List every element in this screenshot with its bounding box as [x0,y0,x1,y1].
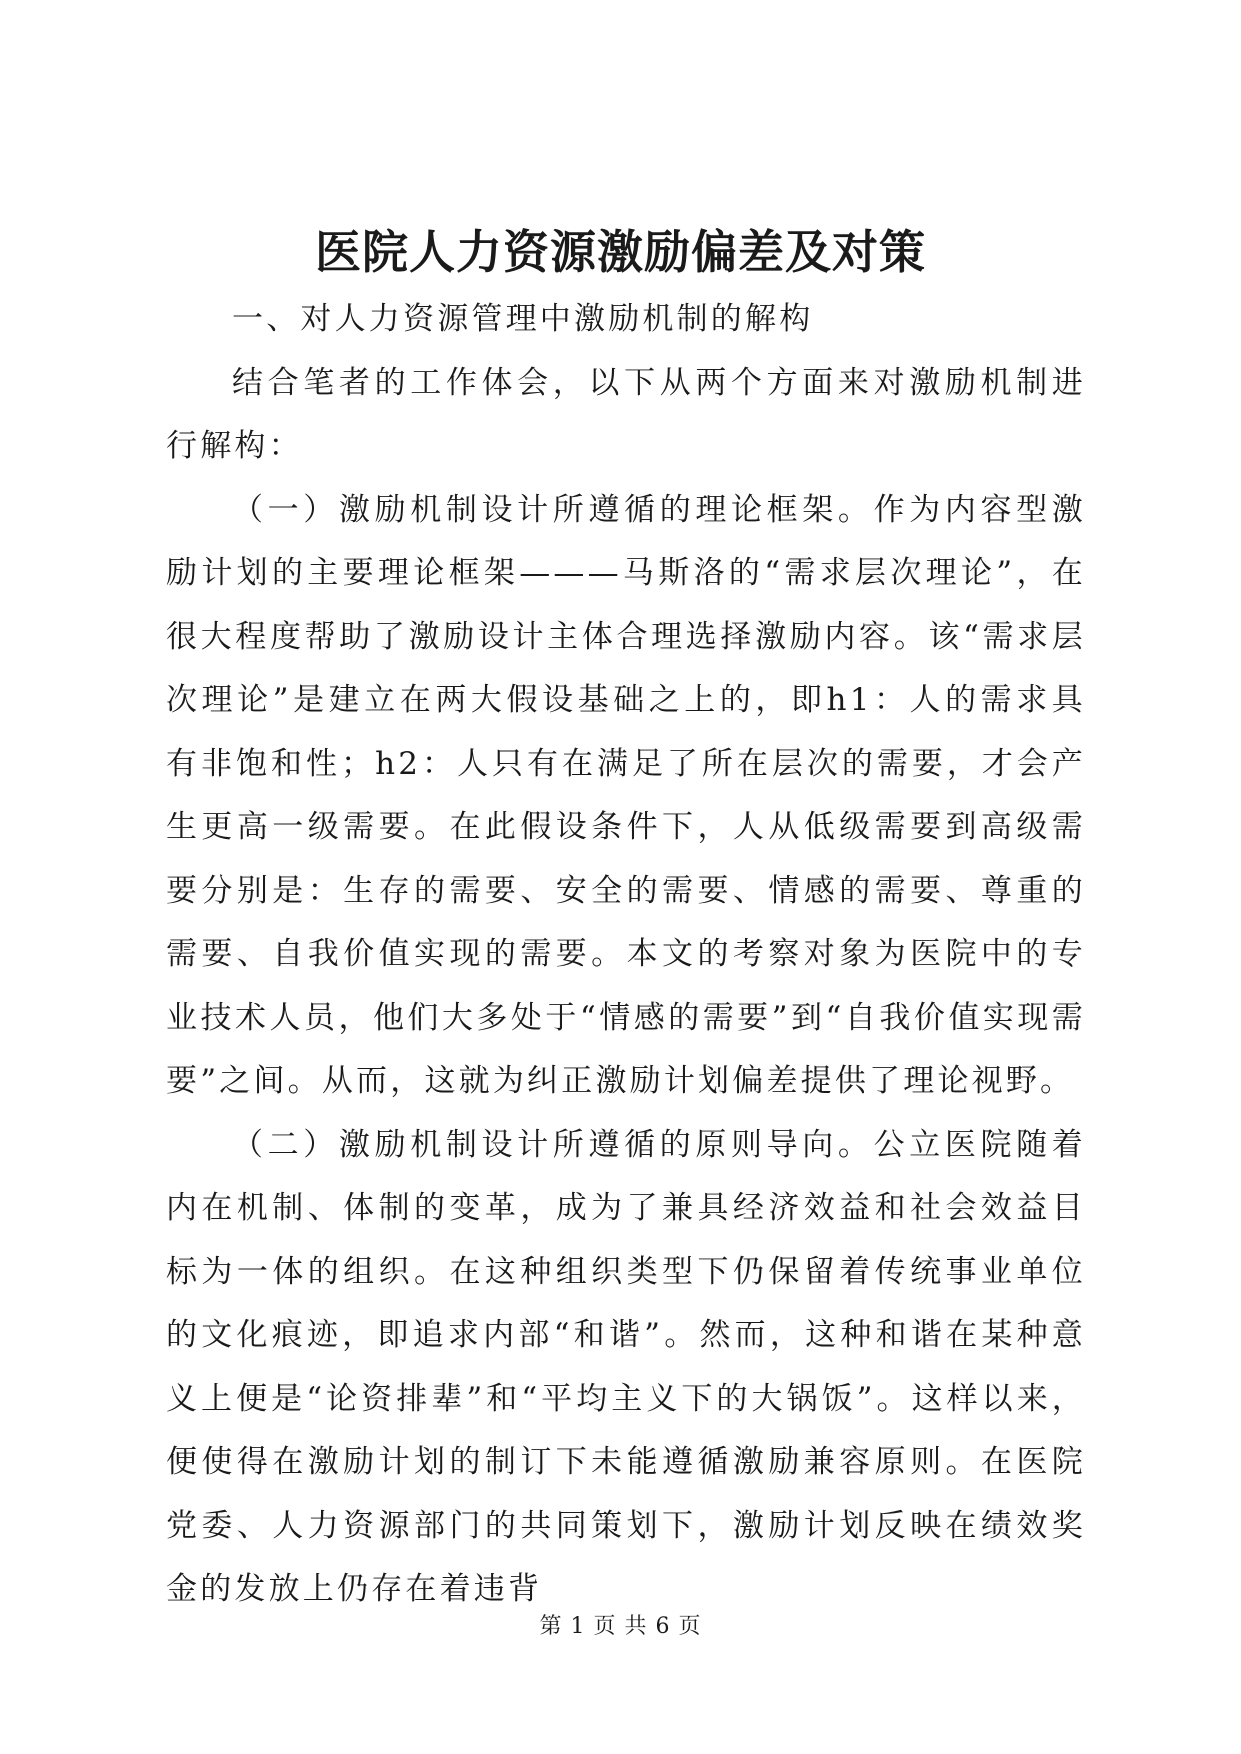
paragraph-theory-framework: （一）激励机制设计所遵循的理论框架。作为内容型激励计划的主要理论框架———马斯洛的“需求层次理论”，在很大程度帮助了激励设计主体合理选择激励内容。该“需求层次理论”是建立在两大假设基础之上的，即h1：人的需求具有非饱和性；h2：人只有在满足了所在层次的需要，才会产生更高一级需要。在此假设条件下，人从低级需要到高级需要分别是：生存的需要、安全的需要、情感的需要、尊重的需要、自我价值实现的需要。本文的考察对象为医院中的专业技术人员，他们大多处于“情感的需要”到“自我价值实现需要”之间。从而，这就为纠正激励计划偏差提供了理论视野。 [166,491,1086,1099]
section-heading: 一、对人力资源管理中激励机制的解构 [232,301,814,337]
paragraph-principle-orientation: （二）激励机制设计所遵循的原则导向。公立医院随着内在机制、体制的变革，成为了兼具经济效益和社会效益目标为一体的组织。在这种组织类型下仍保留着传统事业单位的文化痕迹，即追求内部“和谐”。然而，这种和谐在某种意义上便是“论资排辈”和“平均主义下的大锅饭”。这样以来，便使得在激励计划的制订下未能遵循激励兼容原则。在医院党委、人力资源部门的共同策划下，激励计划反映在绩效奖金的发放上仍存在着违背 [166,1126,1086,1607]
page-footer: 第 1 页 共 6 页 [539,1614,702,1639]
paragraph-intro: 结合笔者的工作体会，以下从两个方面来对激励机制进行解构： [166,364,1086,464]
document-title: 医院人力资源激励偏差及对策 [315,225,926,279]
document-body [166,288,1086,1622]
